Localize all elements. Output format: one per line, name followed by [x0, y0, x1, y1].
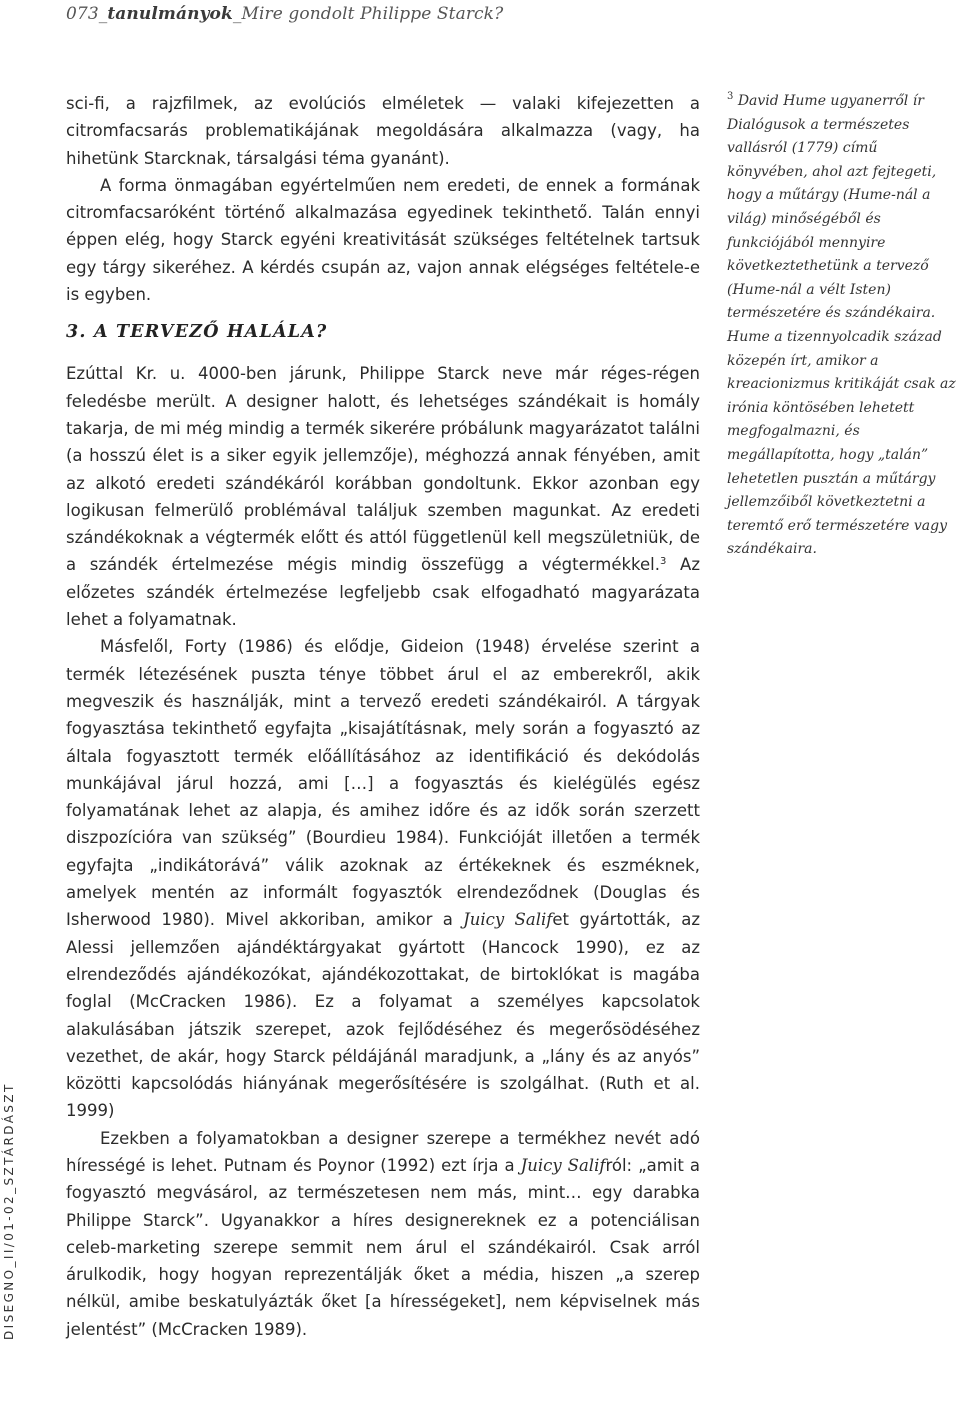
paragraph-forty-end: et gyártották, az Alessi jellemzően ajándéktárgyakat gyártott (Hancock 1990), ez az elrendeződés ajándékozókat, ajándékozottakat, de birtoklókat is magába foglal (McCracken 1986). Ez a folyamat a személyes kapcsolatok alakulásában játszik szerepet, azok fejlődéséhez és megerősödéséhez vezethet, de akár, hogy Starck példájánál maradjunk, a „lány és az anyós” közötti kapcsolódás hiányának megerősítésére is szolgálhat. (Ruth et al. 1999) [66, 910, 700, 1121]
juicy-salif-title-2: Juicy Salif [520, 1155, 606, 1175]
paragraph-designer-dead-text: Ezúttal Kr. u. 4000-ben járunk, Philippe Starck neve már réges-régen feledésbe merült. A designer halott, és lehetséges szándékait is homály takarja, de mi még mindig a termék sikerére próbálunk magyarázatot találni (a hosszú élet is a siker egyik jellemzője), méghozzá annak fényében, amit az alkotó eredeti szándékáról korábban gondoltunk. Ekkor azonban egy logikusan felmerülő problémával találjuk szemben magunkat. Az eredeti szándékoknak a végtermék előtt és attól függetlenül kell megszületniük, de a szándék értelmezése mégis mindig összefügg a végtermékkel. [66, 364, 700, 575]
running-header: 073_tanulmányok_Mire gondolt Philippe Starck? [66, 4, 504, 24]
paragraph-celebrity-end: ról: „amit a fogyasztó megvásárol, az természetesen nem más, mint… egy darabka Philippe Starck”. Ugyanakkor a híres designereknek ez a potenciálisan celeb-marketing szerepe semmit nem árul el szándékairól. Csak arról árulkodik, hogy hogyan reprezentálják őket a média, hiszen „a szerep nélkül, amibe beskatulyázták őket [a hírességeket], nem képviselnek más jelentést” (McCracken 1989). [66, 1155, 700, 1339]
paragraph-forty [66, 633, 700, 1124]
section-heading: 3. A TERVEZŐ HALÁLA? [66, 322, 328, 343]
paragraph-intro: sci-fi, a rajzfilmek, az evolúciós elméletek — valaki kifejezetten a citromfacsarás problematikájának megoldására alkalmazza (vagy, ha hihetünk Starcknak, társalgási téma gyanánt). [66, 94, 700, 168]
journal-side-label: DISEGNO_II/01-02_SZTÁRDÁSZT [2, 1082, 16, 1340]
paragraph-designer-dead [66, 360, 700, 633]
footnote-ref: 3 [660, 556, 667, 568]
footnote-column [727, 90, 959, 562]
paragraph-forty-text: Másfelől, Forty (1986) és elődje, Gideion (1948) érvelése szerint a termék létezésének puszta ténye többet árul el az emberekről, akik megveszik és használják, mint a tervező eredeti szándékairól. A tárgyak fogyasztása tekinthető egyfajta „kisajátításnak, mely során a fogyasztó az általa fogyasztott termék előállításához az identifikáció és dekódolás munkájával járul hozzá, ami […] a fogyasztás és kielégülés egész folyamatának lehet az alapja, és amihez időre és az idők során szerzett diszpozícióra van szükség” (Bourdieu 1984). Funkcióját illetően a termék egyfajta „indikátorává” válik azoknak az értékeknek és eszméknek, amelyek mentén az informált fogyasztók elrendeződnek (Douglas és Isherwood 1980). Mivel akkoriban, amikor a [66, 637, 700, 930]
section-label: tanulmányok [107, 4, 233, 24]
paragraph-designer-dead-end: Az előzetes szándék értelmezése legfeljebb csak elfogadható magyarázata lehet a folyamatnak. [66, 555, 701, 630]
paragraph-form: A forma önmagában egyértelműen nem eredeti, de ennek a formának citromfacsaróként történő alkalmazása egyedinek tekinthető. Talán ennyi éppen elég, hogy Starck egyéni kreativitását szükséges feltételnek tartsuk egy tárgy sikeréhez. A kérdés csupán az, vajon annak elégséges feltétele-e is egyben. [66, 175, 700, 305]
article-title: Mire gondolt Philippe Starck? [241, 4, 504, 24]
main-text-column [66, 90, 700, 1343]
footnote-text: David Hume ugyanerről ír Dialógusok a természetes vallásról (1779) című könyvében, ahol azt fejtegeti, hogy a műtárgy (Hume-nál a világ) minőségéből és funkciójából mennyire következtethetünk a tervező (Hume-nál a vélt Isten) természetére és szándékaira. Hume a tizennyolcadik század közepén írt, amikor a kreacionizmus kritikáját csak az irónia köntösében lehetett megfogalmazni, és megállapította, hogy „talán” lehetetlen pusztán a műtárgy jellemzőiből következtetni a teremtő erő természetére vagy szándékaira. [727, 93, 956, 558]
page-number: 073 [66, 4, 99, 24]
footnote-number: 3 [727, 91, 734, 102]
juicy-salif-title: Juicy Salif [463, 910, 553, 930]
paragraph-celebrity-text: Ezekben a folyamatokban a designer szerepe a termékhez nevét adó hírességé is lehet. Putnam és Poynor (1992) ezt írja a [66, 1128, 700, 1175]
paragraph-celebrity [66, 1125, 700, 1343]
